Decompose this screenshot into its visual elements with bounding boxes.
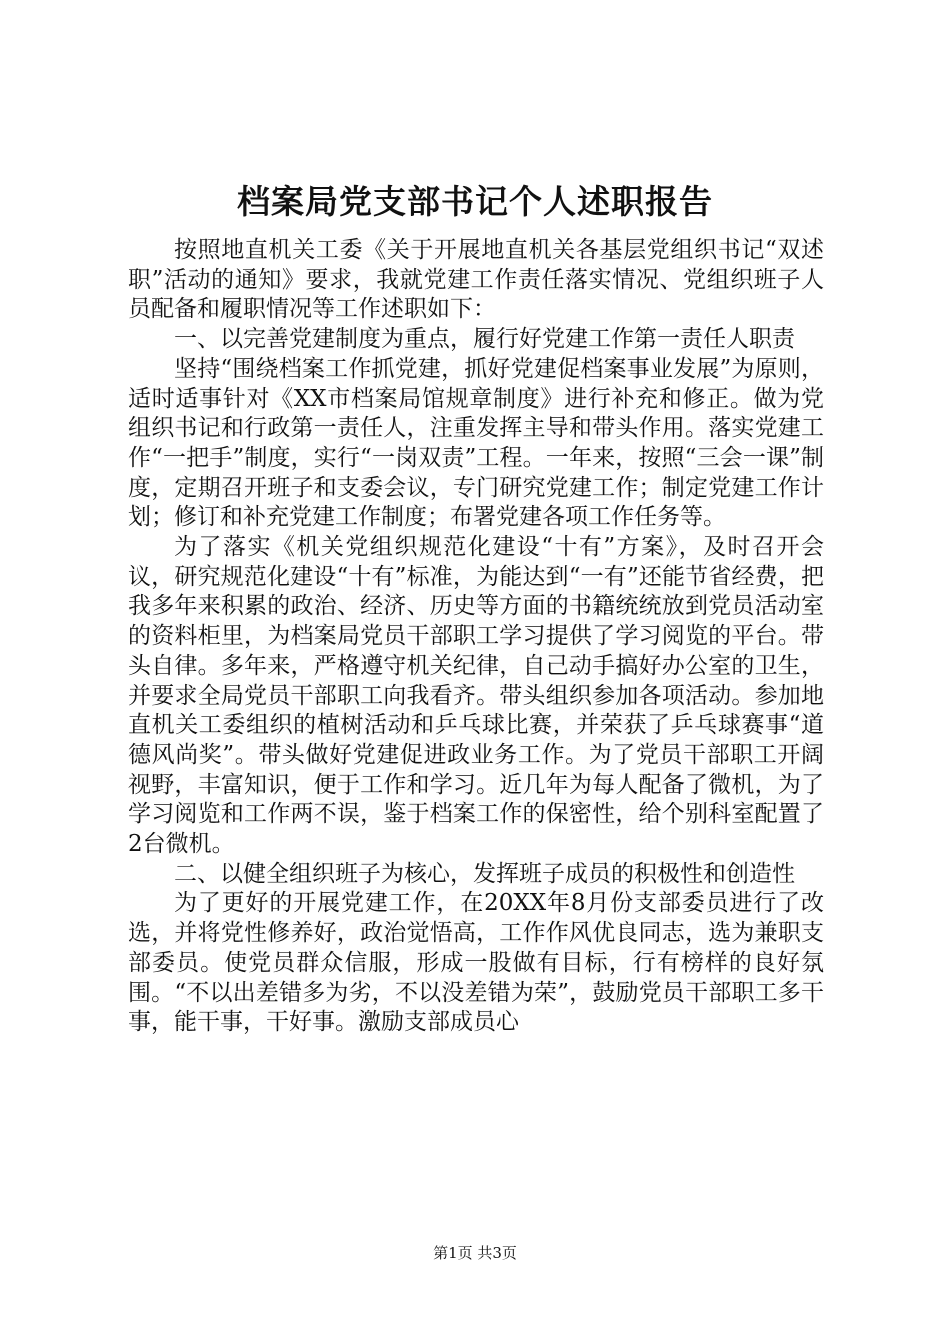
section-heading-2: 二、以健全组织班子为核心，发挥班子成员的积极性和创造性 xyxy=(174,860,795,887)
paragraph-section-2-a: 为了更好的开展党建工作，在20XX年8月份支部委员进行了改选，并将党性修养好，政治觉悟高，工作作风优良同志，选为兼职支部委员。使党员群众信服，形成一股做有目标，行有榜样的良好氛围。“不以出差错多为劣，不以没差错为荣”，鼓励党员干部职工多干事，能干事，干好事。激励支部成员心 xyxy=(128,890,824,1036)
page-footer: 第1页 共3页 xyxy=(433,1244,517,1262)
document-title: 档案局党支部书记个人述职报告 xyxy=(237,182,713,221)
paragraph-section-1-a: 坚持“围绕档案工作抓党建，抓好党建促档案事业发展”为原则，适时适事针对《XX市档案局馆规章制度》进行补充和修正。做为党组织书记和行政第一责任人，注重发挥主导和带头作用。落实党建工作“一把手”制度，实行“一岗双责”工程。一年来，按照“三会一课”制度，定期召开班子和支委会议，专门研究党建工作；制定党建工作计划；修订和补充党建工作制度；布署党建各项工作任务等。 xyxy=(128,355,824,531)
paragraph-section-1-b: 为了落实《机关党组织规范化建设“十有”方案》，及时召开会议，研究规范化建设“十有”标准，为能达到“一有”还能节省经费，把我多年来积累的政治、经济、历史等方面的书籍统统放到党员活动室的资料柜里，为档案局党员干部职工学习提供了学习阅览的平台。带头自律。多年来，严格遵守机关纪律，自己动手搞好办公室的卫生，并要求全局党员干部职工向我看齐。带头组织参加各项活动。参加地直机关工委组织的植树活动和乒乓球比赛，并荣获了乒乓球赛事“道德风尚奖”。带头做好党建促进政业务工作。为了党员干部职工开阔视野，丰富知识，便于工作和学习。近几年为每人配备了微机，为了学习阅览和工作两不误，鉴于档案工作的保密性，给个别科室配置了2台微机。 xyxy=(128,534,824,858)
document-body xyxy=(128,236,824,1038)
paragraph-intro: 按照地直机关工委《关于开展地直机关各基层党组织书记“双述职”活动的通知》要求，我就党建工作责任落实情况、党组织班子人员配备和履职情况等工作述职如下： xyxy=(128,237,824,323)
section-heading-1: 一、以完善党建制度为重点，履行好党建工作第一责任人职责 xyxy=(174,326,795,353)
